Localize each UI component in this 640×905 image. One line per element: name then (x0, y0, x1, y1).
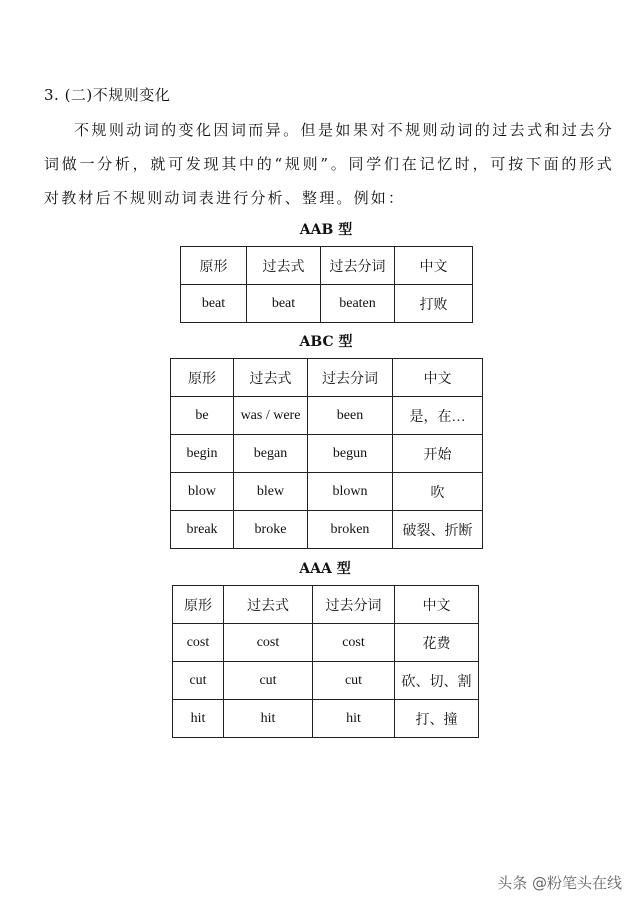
table-cell: was / were (234, 397, 308, 435)
table-cell: hit (224, 700, 313, 738)
table-row (171, 397, 483, 435)
header-cell: 过去式 (224, 586, 313, 624)
table-cell: beat (247, 285, 321, 323)
table-row (173, 624, 479, 662)
table-header-row (181, 247, 473, 285)
section-heading: 3. (二)不规则变化 (44, 86, 171, 104)
watermark: 头条 @粉笔头在线 (497, 874, 622, 892)
table-cell: 砍、切、割 (395, 662, 479, 700)
header-cell: 中文 (395, 247, 473, 285)
header-cell: 原形 (171, 359, 234, 397)
header-cell: 过去分词 (313, 586, 395, 624)
table-cell: blow (171, 473, 234, 511)
table-cell: be (171, 397, 234, 435)
table-cell: cost (173, 624, 224, 662)
table-row (173, 700, 479, 738)
header-cell: 过去分词 (308, 359, 393, 397)
table-cell: hit (313, 700, 395, 738)
table-row (171, 511, 483, 549)
table-cell: broken (308, 511, 393, 549)
header-cell: 原形 (181, 247, 247, 285)
header-cell: 过去分词 (321, 247, 395, 285)
table-cell: blown (308, 473, 393, 511)
table-abc (170, 358, 483, 549)
header-cell: 中文 (393, 359, 483, 397)
table-cell: cut (173, 662, 224, 700)
intro-paragraph: 不规则动词的变化因词而异。但是如果对不规则动词的过去式和过去分词做一分析，就可发现其中的“规则”。同学们在记忆时，可按下面的形式对教材后不规则动词表进行分析、整理。例如： (44, 121, 614, 207)
table-cell: cut (313, 662, 395, 700)
table-cell: 开始 (393, 435, 483, 473)
table-cell: 打、撞 (395, 700, 479, 738)
table-cell: been (308, 397, 393, 435)
table-header-row (173, 586, 479, 624)
table-cell: 花费 (395, 624, 479, 662)
table-cell: 破裂、折断 (393, 511, 483, 549)
table-row (173, 662, 479, 700)
table-cell: cost (313, 624, 395, 662)
table-cell: 吹 (393, 473, 483, 511)
table-caption-abc: ABC 型 (299, 334, 353, 350)
table-cell: begun (308, 435, 393, 473)
table-aab (180, 246, 473, 323)
table-cell: beaten (321, 285, 395, 323)
table-cell: cut (224, 662, 313, 700)
table-cell: break (171, 511, 234, 549)
table-row (171, 435, 483, 473)
table-row (181, 285, 473, 323)
table-cell: began (234, 435, 308, 473)
table-aaa (172, 585, 479, 738)
header-cell: 中文 (395, 586, 479, 624)
table-cell: 是，在… (393, 397, 483, 435)
table-cell: broke (234, 511, 308, 549)
table-cell: begin (171, 435, 234, 473)
table-cell: 打败 (395, 285, 473, 323)
table-cell: cost (224, 624, 313, 662)
table-caption-aaa: AAA 型 (299, 561, 351, 577)
table-caption-aab: AAB 型 (299, 222, 353, 238)
header-cell: 过去式 (234, 359, 308, 397)
table-cell: beat (181, 285, 247, 323)
header-cell: 原形 (173, 586, 224, 624)
table-row (171, 473, 483, 511)
header-cell: 过去式 (247, 247, 321, 285)
table-cell: hit (173, 700, 224, 738)
table-header-row (171, 359, 483, 397)
table-cell: blew (234, 473, 308, 511)
